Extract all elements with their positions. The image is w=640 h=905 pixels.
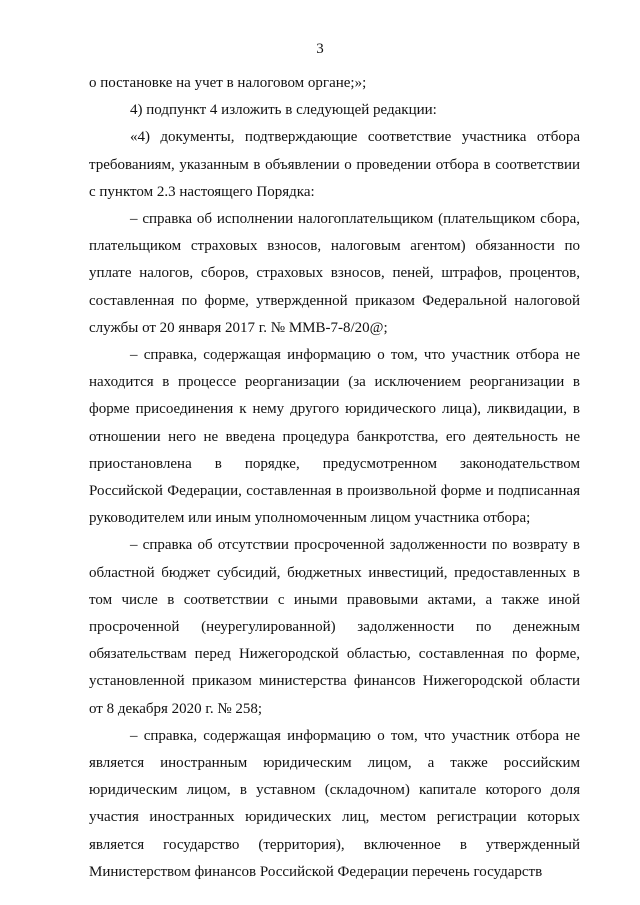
paragraph-foreign-entity-certificate: – справка, содержащая информацию о том, что участник отбора не является иностранным юридическим лицом, а также российским юридическим лицом, в уставном (складочном) капитале которого доля участия иностранных юридических лиц, местом регистрации которых является государство (территория), включенное в утвержденный Министерством финансов Российской Федерации перечень государств <box>89 727 580 880</box>
paragraph-tax-certificate: – справка об исполнении налогоплательщиком (плательщиком сбора, плательщиком страховых взносов, налоговым агентом) обязанности по уплате налогов, сборов, страховых взносов, пеней, штрафов, процентов, составленная по форме, утвержденной приказом Федеральной налоговой службы от 20 января 2017 г. № ММВ-7-8/20@; <box>89 211 580 336</box>
paragraph-reorganization-certificate: – справка, содержащая информацию о том, что участник отбора не находится в процессе реорганизации (за исключением реорганизации в форме присоединения к нему другого юридического лица), ликвидации, в отношении него не введена процедура банкротства, его деятельность не приостановлена в порядке, предусмотренном законодательством Российской Федерации, составленная в произвольной форме и подписанная руководителем или иным уполномоченным лицом участника отбора; <box>89 347 580 527</box>
paragraph-debt-certificate: – справка об отсутствии просроченной задолженности по возврату в областной бюджет субсидий, бюджетных инвестиций, предоставленных в том числе в соответствии с иными правовыми актами, а также иной просроченной (неурегулированной) задолженности по денежным обязательствам перед Нижегородской областью, составленная по форме, установленной приказом министерства финансов Нижегородской области от 8 декабря 2020 г. № 258; <box>89 537 580 717</box>
page-number: 3 <box>316 41 324 57</box>
document-body <box>89 70 580 886</box>
paragraph-continuation: о постановке на учет в налоговом органе;»; <box>89 75 367 91</box>
paragraph-item-4-documents: «4) документы, подтверждающие соответствие участника отбора требованиям, указанным в объявлении о проведении отбора в соответствии с пунктом 2.3 настоящего Порядка: <box>89 129 580 200</box>
paragraph-subitem-4-instruction: 4) подпункт 4 изложить в следующей редакции: <box>130 102 437 119</box>
